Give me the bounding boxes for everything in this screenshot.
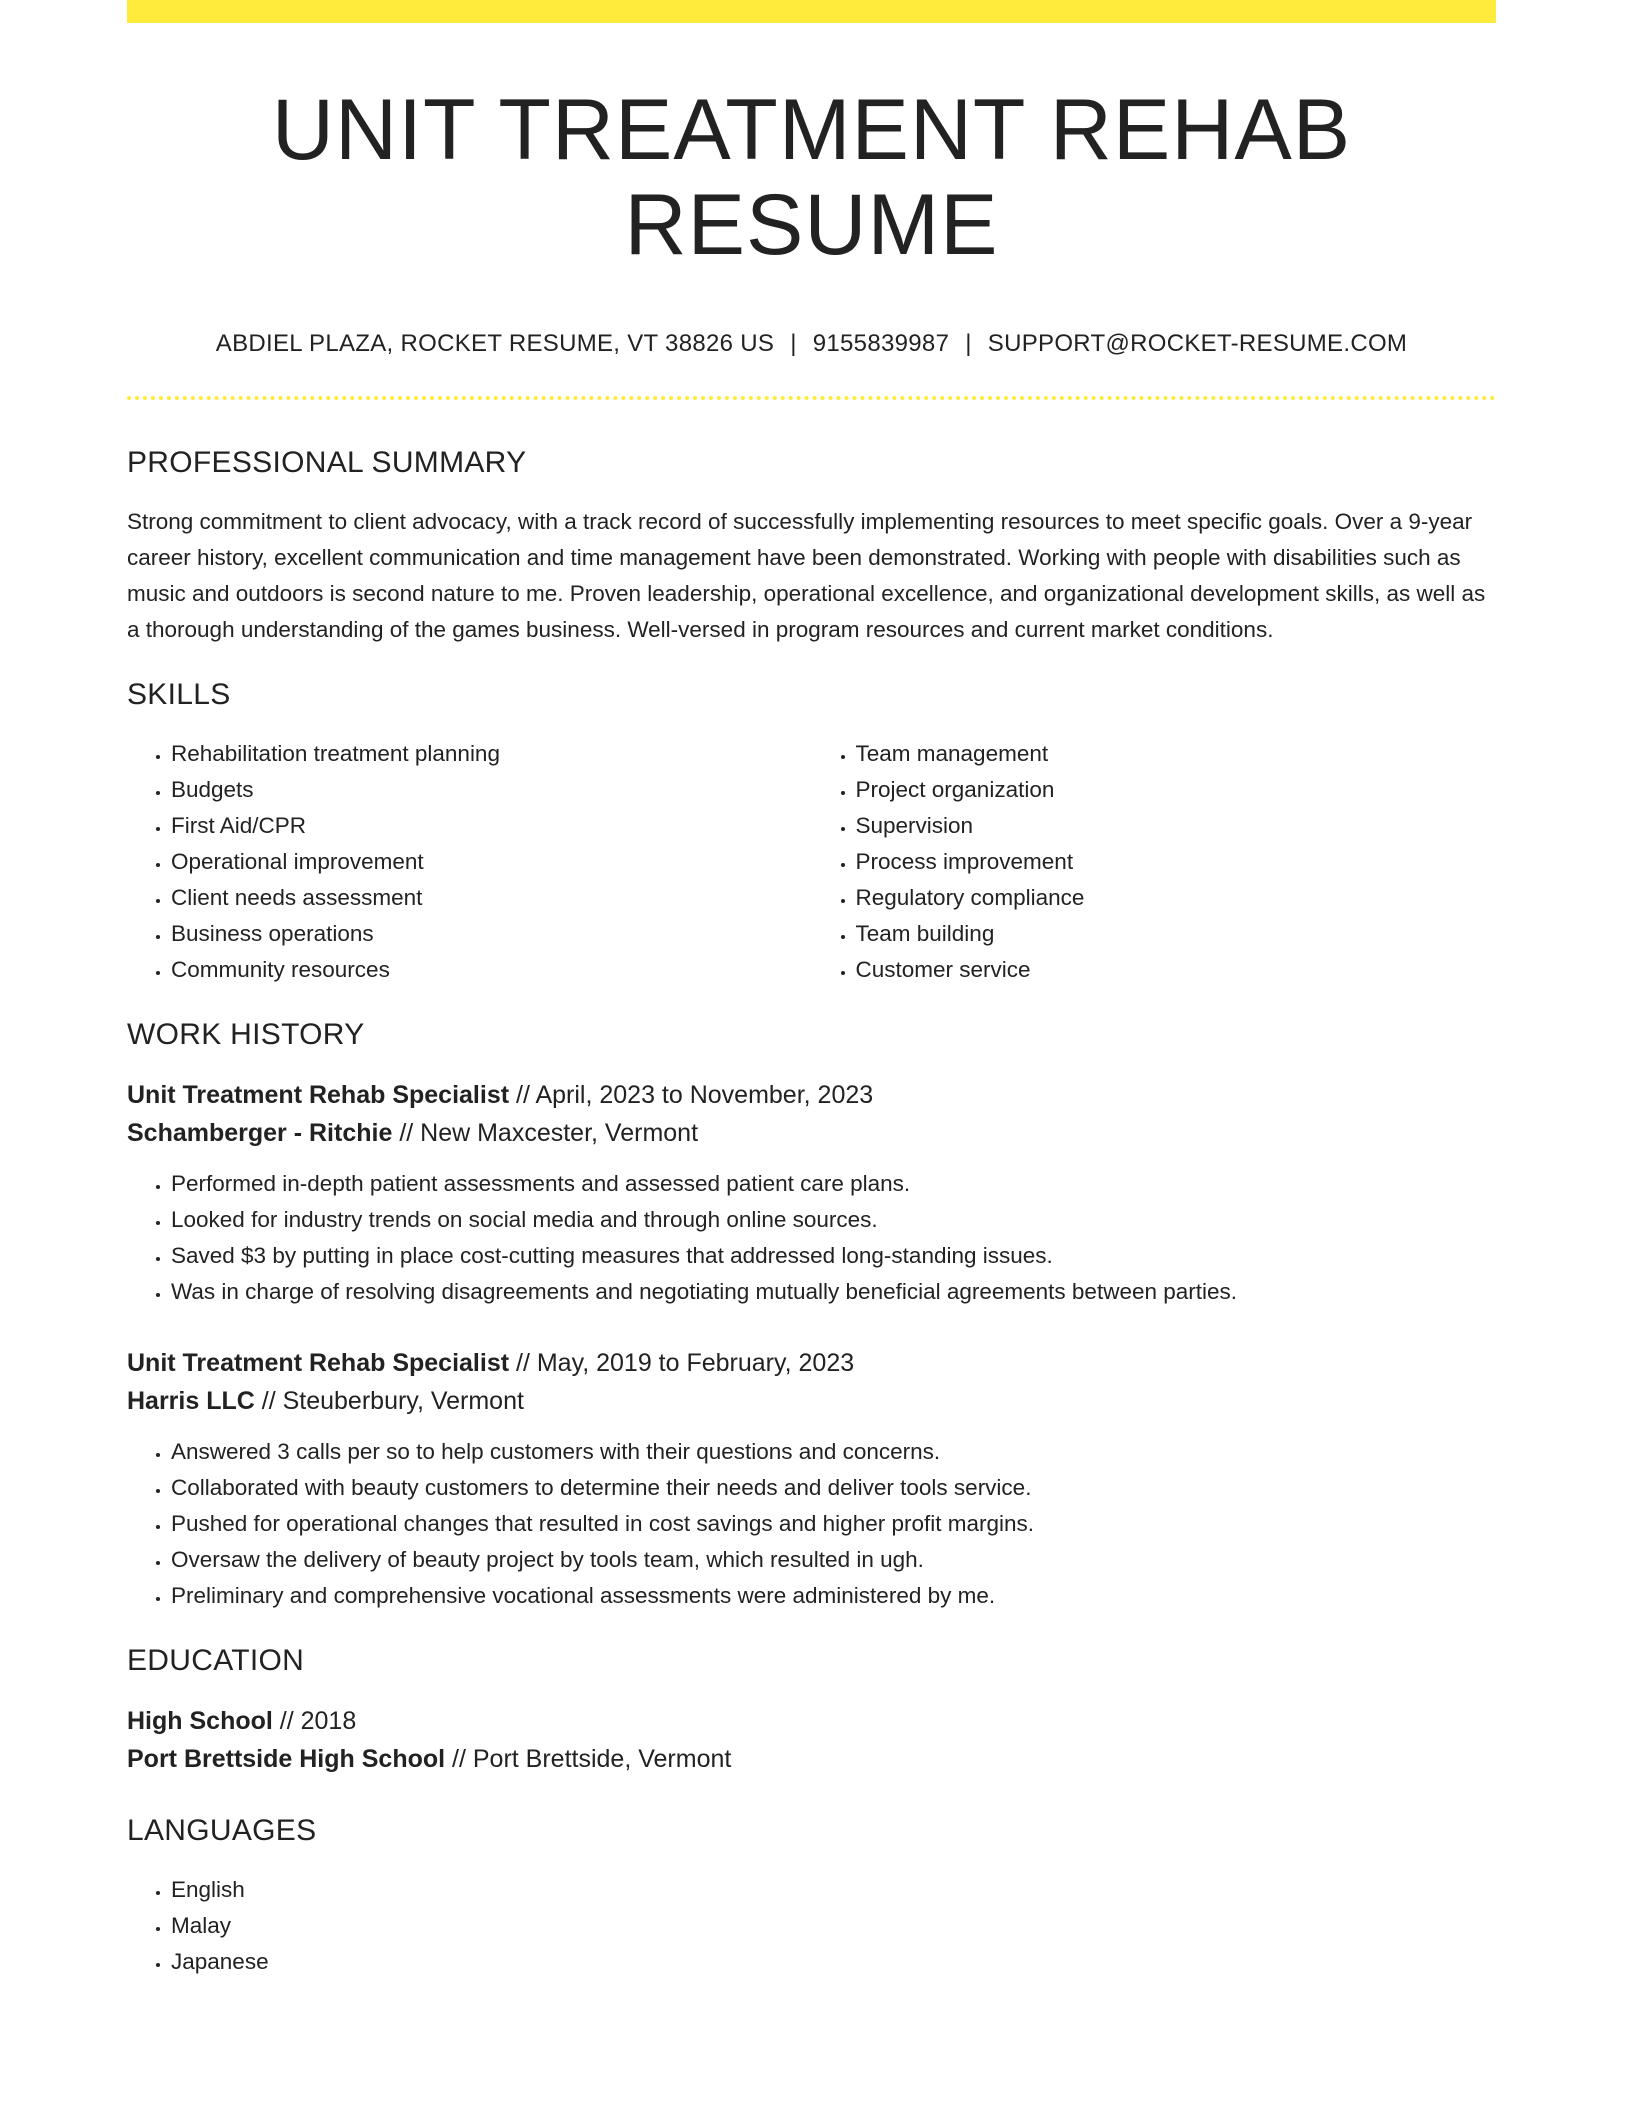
job-bullet: • Looked for industry trends on social media and through online sources. (171, 1202, 1496, 1238)
skill-item: • Regulatory compliance (856, 880, 1497, 916)
contact-address: ABDIEL PLAZA, ROCKET RESUME, VT 38826 US (215, 330, 775, 358)
job-company-line (127, 1382, 1496, 1420)
summary-text: Strong commitment to client advocacy, with a track record of successfully implementing resources to meet specific goals. Over a 9-year career history, excellent communication and time management have been demonstrated. Working with people with disabilities such as music and outdoors is second nature to me. Proven leadership, operational excellence, and organizational development skills, as well as a thorough understanding of the games business. Well-versed in program resources and current market conditions. (127, 509, 1486, 643)
job-title: Unit Treatment Rehab Specialist (127, 1081, 510, 1110)
job-bullet: • Answered 3 calls per so to help customers with their questions and concerns. (171, 1434, 1496, 1470)
skills-section (127, 678, 1496, 988)
skills-list-right (812, 736, 1497, 988)
contact-separator: | (965, 330, 972, 358)
job-bullet: • Collaborated with beauty customers to determine their needs and deliver tools service. (171, 1470, 1496, 1506)
job-bullets (127, 1166, 1496, 1310)
skill-item: • Customer service (856, 952, 1497, 988)
job-title: Unit Treatment Rehab Specialist (127, 1349, 510, 1378)
job-entry (127, 1076, 1496, 1310)
contact-separator: | (790, 330, 797, 358)
skill-item: • Client needs assessment (171, 880, 812, 916)
job-company-line (127, 1114, 1496, 1152)
education-section (127, 1644, 1496, 1778)
job-location: // Steuberbury, Vermont (261, 1387, 524, 1416)
job-dates: // May, 2019 to February, 2023 (516, 1349, 855, 1378)
job-bullet: • Performed in-depth patient assessments and assessed patient care plans. (171, 1166, 1496, 1202)
education-degree: High School (127, 1707, 273, 1736)
job-company: Harris LLC (127, 1387, 255, 1416)
job-dates: // April, 2023 to November, 2023 (516, 1081, 874, 1110)
section-heading-skills: SKILLS (127, 678, 231, 712)
section-heading-languages: LANGUAGES (127, 1814, 317, 1848)
languages-list (127, 1872, 1496, 1980)
resume-title: UNIT TREATMENT REHAB RESUME (271, 82, 1352, 273)
job-title-line (127, 1344, 1496, 1382)
job-bullets (127, 1434, 1496, 1614)
skill-item: • Supervision (856, 808, 1497, 844)
job-entry (127, 1344, 1496, 1614)
job-company: Schamberger - Ritchie (127, 1119, 393, 1148)
language-item: • English (171, 1872, 1496, 1908)
job-bullet: • Oversaw the delivery of beauty project by tools team, which resulted in ugh. (171, 1542, 1496, 1578)
job-location: // New Maxcester, Vermont (399, 1119, 699, 1148)
contact-phone: 9155839987 (812, 330, 950, 358)
work-history-section (127, 1018, 1496, 1614)
skill-item: • Project organization (856, 772, 1497, 808)
accent-top-bar (127, 0, 1496, 23)
job-bullet: • Preliminary and comprehensive vocational assessments were administered by me. (171, 1578, 1496, 1614)
education-degree-line (127, 1702, 1496, 1740)
languages-section (127, 1814, 1496, 1980)
section-heading-work: WORK HISTORY (127, 1018, 365, 1052)
skill-item: • Team building (856, 916, 1497, 952)
skill-item: • Team management (856, 736, 1497, 772)
skill-item: • Rehabilitation treatment planning (171, 736, 812, 772)
skills-list-left (127, 736, 812, 988)
summary-section (127, 446, 1496, 648)
dotted-divider (127, 396, 1496, 400)
skill-item: • Community resources (171, 952, 812, 988)
section-heading-education: EDUCATION (127, 1644, 305, 1678)
skill-item: • Budgets (171, 772, 812, 808)
language-item: • Malay (171, 1908, 1496, 1944)
job-bullet: • Pushed for operational changes that resulted in cost savings and higher profit margins. (171, 1506, 1496, 1542)
job-bullet: • Saved $3 by putting in place cost-cutting measures that addressed long-standing issues. (171, 1238, 1496, 1274)
education-school: Port Brettside High School (127, 1745, 446, 1774)
job-title-line (127, 1076, 1496, 1114)
contact-email: SUPPORT@ROCKET-RESUME.COM (987, 330, 1408, 358)
skill-item: • Process improvement (856, 844, 1497, 880)
contact-line (127, 330, 1496, 358)
job-bullet: • Was in charge of resolving disagreements and negotiating mutually beneficial agreements between parties. (171, 1274, 1496, 1310)
skill-item: • First Aid/CPR (171, 808, 812, 844)
resume-page (127, 0, 1496, 1980)
education-school-line (127, 1740, 1496, 1778)
skill-item: • Operational improvement (171, 844, 812, 880)
skills-columns (127, 736, 1496, 988)
language-item: • Japanese (171, 1944, 1496, 1980)
skill-item: • Business operations (171, 916, 812, 952)
section-heading-summary: PROFESSIONAL SUMMARY (127, 446, 527, 480)
education-year: // 2018 (279, 1707, 357, 1736)
education-location: // Port Brettside, Vermont (452, 1745, 732, 1774)
